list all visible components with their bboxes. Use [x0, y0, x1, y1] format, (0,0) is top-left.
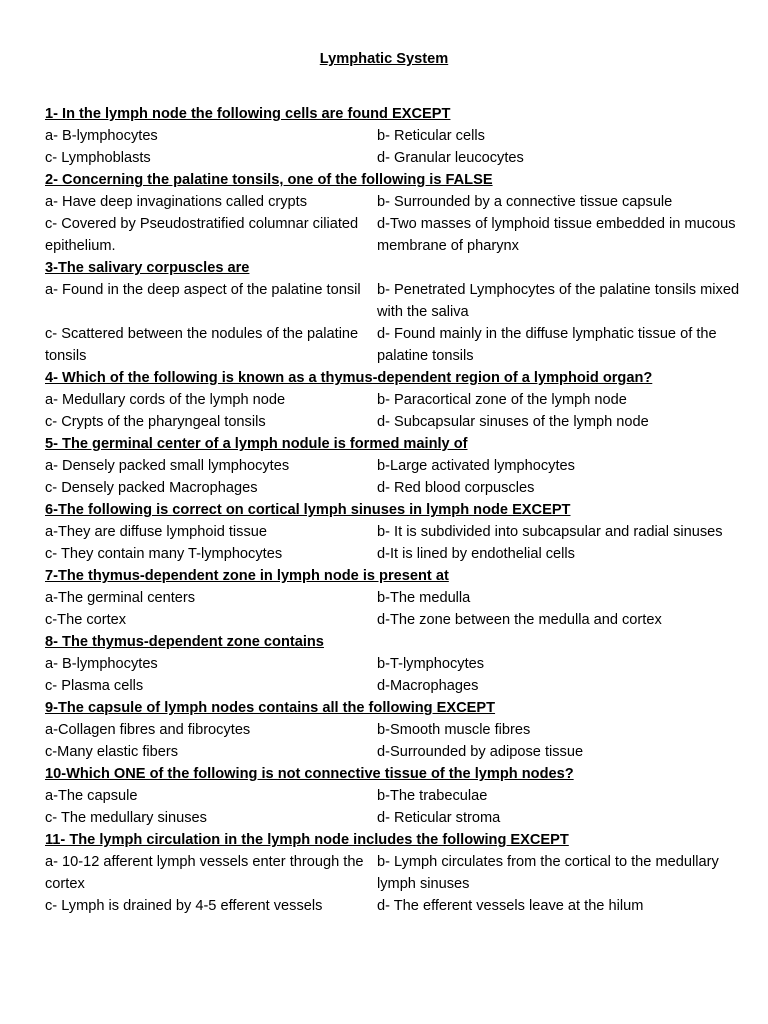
question-8	[45, 631, 745, 697]
question-stem: 8- The thymus-dependent zone contains	[45, 634, 324, 650]
question-stem: 5- The germinal center of a lymph nodule is formed mainly of	[45, 436, 468, 452]
question-6	[45, 499, 745, 565]
option-row	[45, 389, 745, 411]
option-row	[45, 455, 745, 477]
question-10	[45, 763, 745, 829]
question-stem: 10-Which ONE of the following is not connective tissue of the lymph nodes?	[45, 766, 574, 782]
answer-option-b: b-The trabeculae	[377, 788, 488, 804]
answer-option-b: b- Penetrated Lymphocytes of the palatine tonsils mixed with the saliva	[377, 282, 740, 320]
option-row	[45, 477, 745, 499]
question-3	[45, 257, 745, 367]
answer-option-c: c- Scattered between the nodules of the palatine tonsils	[45, 326, 359, 364]
answer-option-d: d-The zone between the medulla and cortex	[377, 612, 662, 628]
answer-option-b: b-The medulla	[377, 590, 471, 606]
answer-option-d: d- The efferent vessels leave at the hilum	[377, 898, 644, 914]
answer-option-d: d-Two masses of lymphoid tissue embedded in mucous membrane of pharynx	[377, 216, 736, 254]
question-2	[45, 169, 745, 257]
question-stem: 2- Concerning the palatine tonsils, one of the following is FALSE	[45, 172, 493, 188]
answer-option-b: b- Paracortical zone of the lymph node	[377, 392, 627, 408]
option-row	[45, 279, 745, 323]
answer-option-b: b- Surrounded by a connective tissue capsule	[377, 194, 673, 210]
answer-option-c: c- Lymph is drained by 4-5 efferent vessels	[45, 898, 323, 914]
answer-option-a: a-Collagen fibres and fibrocytes	[45, 722, 251, 738]
answer-option-a: a-The germinal centers	[45, 590, 196, 606]
answer-option-d: d- Red blood corpuscles	[377, 480, 535, 496]
answer-option-a: a-The capsule	[45, 788, 138, 804]
option-row	[45, 125, 745, 147]
option-row	[45, 191, 745, 213]
answer-option-b: b-T-lymphocytes	[377, 656, 485, 672]
question-11	[45, 829, 745, 917]
option-row	[45, 851, 745, 895]
question-stem: 9-The capsule of lymph nodes contains all the following EXCEPT	[45, 700, 496, 716]
option-row	[45, 719, 745, 741]
question-stem: 3-The salivary corpuscles are	[45, 260, 250, 276]
answer-option-a: a- 10-12 afferent lymph vessels enter through the cortex	[45, 854, 364, 892]
question-stem: 4- Which of the following is known as a thymus-dependent region of a lymphoid organ?	[45, 370, 653, 386]
answer-option-a: a- Medullary cords of the lymph node	[45, 392, 286, 408]
answer-option-c: c- They contain many T-lymphocytes	[45, 546, 283, 562]
question-1	[45, 103, 745, 169]
question-stem: 11- The lymph circulation in the lymph node includes the following EXCEPT	[45, 832, 569, 848]
answer-option-c: c- Lymphoblasts	[45, 150, 151, 166]
answer-option-c: c-Many elastic fibers	[45, 744, 179, 760]
option-row	[45, 213, 745, 257]
option-row	[45, 543, 745, 565]
option-row	[45, 741, 745, 763]
option-row	[45, 895, 745, 917]
answer-option-c: c-The cortex	[45, 612, 127, 628]
document-title: Lymphatic System	[319, 51, 449, 67]
question-stem: 1- In the lymph node the following cells are found EXCEPT	[45, 106, 451, 122]
question-5	[45, 433, 745, 499]
question-list	[45, 103, 745, 917]
question-stem: 7-The thymus-dependent zone in lymph node is present at	[45, 568, 449, 584]
question-stem: 6-The following is correct on cortical lymph sinuses in lymph node EXCEPT	[45, 502, 571, 518]
answer-option-a: a- B-lymphocytes	[45, 656, 158, 672]
answer-option-d: d-It is lined by endothelial cells	[377, 546, 575, 562]
answer-option-b: b-Large activated lymphocytes	[377, 458, 575, 474]
option-row	[45, 653, 745, 675]
answer-option-d: d- Reticular stroma	[377, 810, 501, 826]
option-row	[45, 785, 745, 807]
question-4	[45, 367, 745, 433]
answer-option-a: a- Densely packed small lymphocytes	[45, 458, 290, 474]
answer-option-b: b- It is subdivided into subcapsular and radial sinuses	[377, 524, 723, 540]
option-row	[45, 147, 745, 169]
answer-option-d: d- Granular leucocytes	[377, 150, 524, 166]
answer-option-d: d- Subcapsular sinuses of the lymph node	[377, 414, 649, 430]
answer-option-c: c- Covered by Pseudostratified columnar ciliated epithelium.	[45, 216, 359, 254]
answer-option-a: a- Have deep invaginations called crypts	[45, 194, 308, 210]
answer-option-c: c- Plasma cells	[45, 678, 144, 694]
option-row	[45, 323, 745, 367]
answer-option-a: a-They are diffuse lymphoid tissue	[45, 524, 267, 540]
option-row	[45, 587, 745, 609]
answer-option-b: b- Reticular cells	[377, 128, 485, 144]
answer-option-c: c- The medullary sinuses	[45, 810, 207, 826]
option-row	[45, 411, 745, 433]
answer-option-a: a- B-lymphocytes	[45, 128, 158, 144]
option-row	[45, 521, 745, 543]
answer-option-c: c- Crypts of the pharyngeal tonsils	[45, 414, 266, 430]
option-row	[45, 675, 745, 697]
answer-option-b: b-Smooth muscle fibres	[377, 722, 531, 738]
answer-option-d: d-Surrounded by adipose tissue	[377, 744, 584, 760]
answer-option-d: d- Found mainly in the diffuse lymphatic tissue of the palatine tonsils	[377, 326, 717, 364]
question-9	[45, 697, 745, 763]
question-7	[45, 565, 745, 631]
answer-option-a: a- Found in the deep aspect of the palatine tonsil	[45, 282, 361, 298]
option-row	[45, 609, 745, 631]
answer-option-d: d-Macrophages	[377, 678, 479, 694]
option-row	[45, 807, 745, 829]
answer-option-b: b- Lymph circulates from the cortical to the medullary lymph sinuses	[377, 854, 719, 892]
answer-option-c: c- Densely packed Macrophages	[45, 480, 258, 496]
